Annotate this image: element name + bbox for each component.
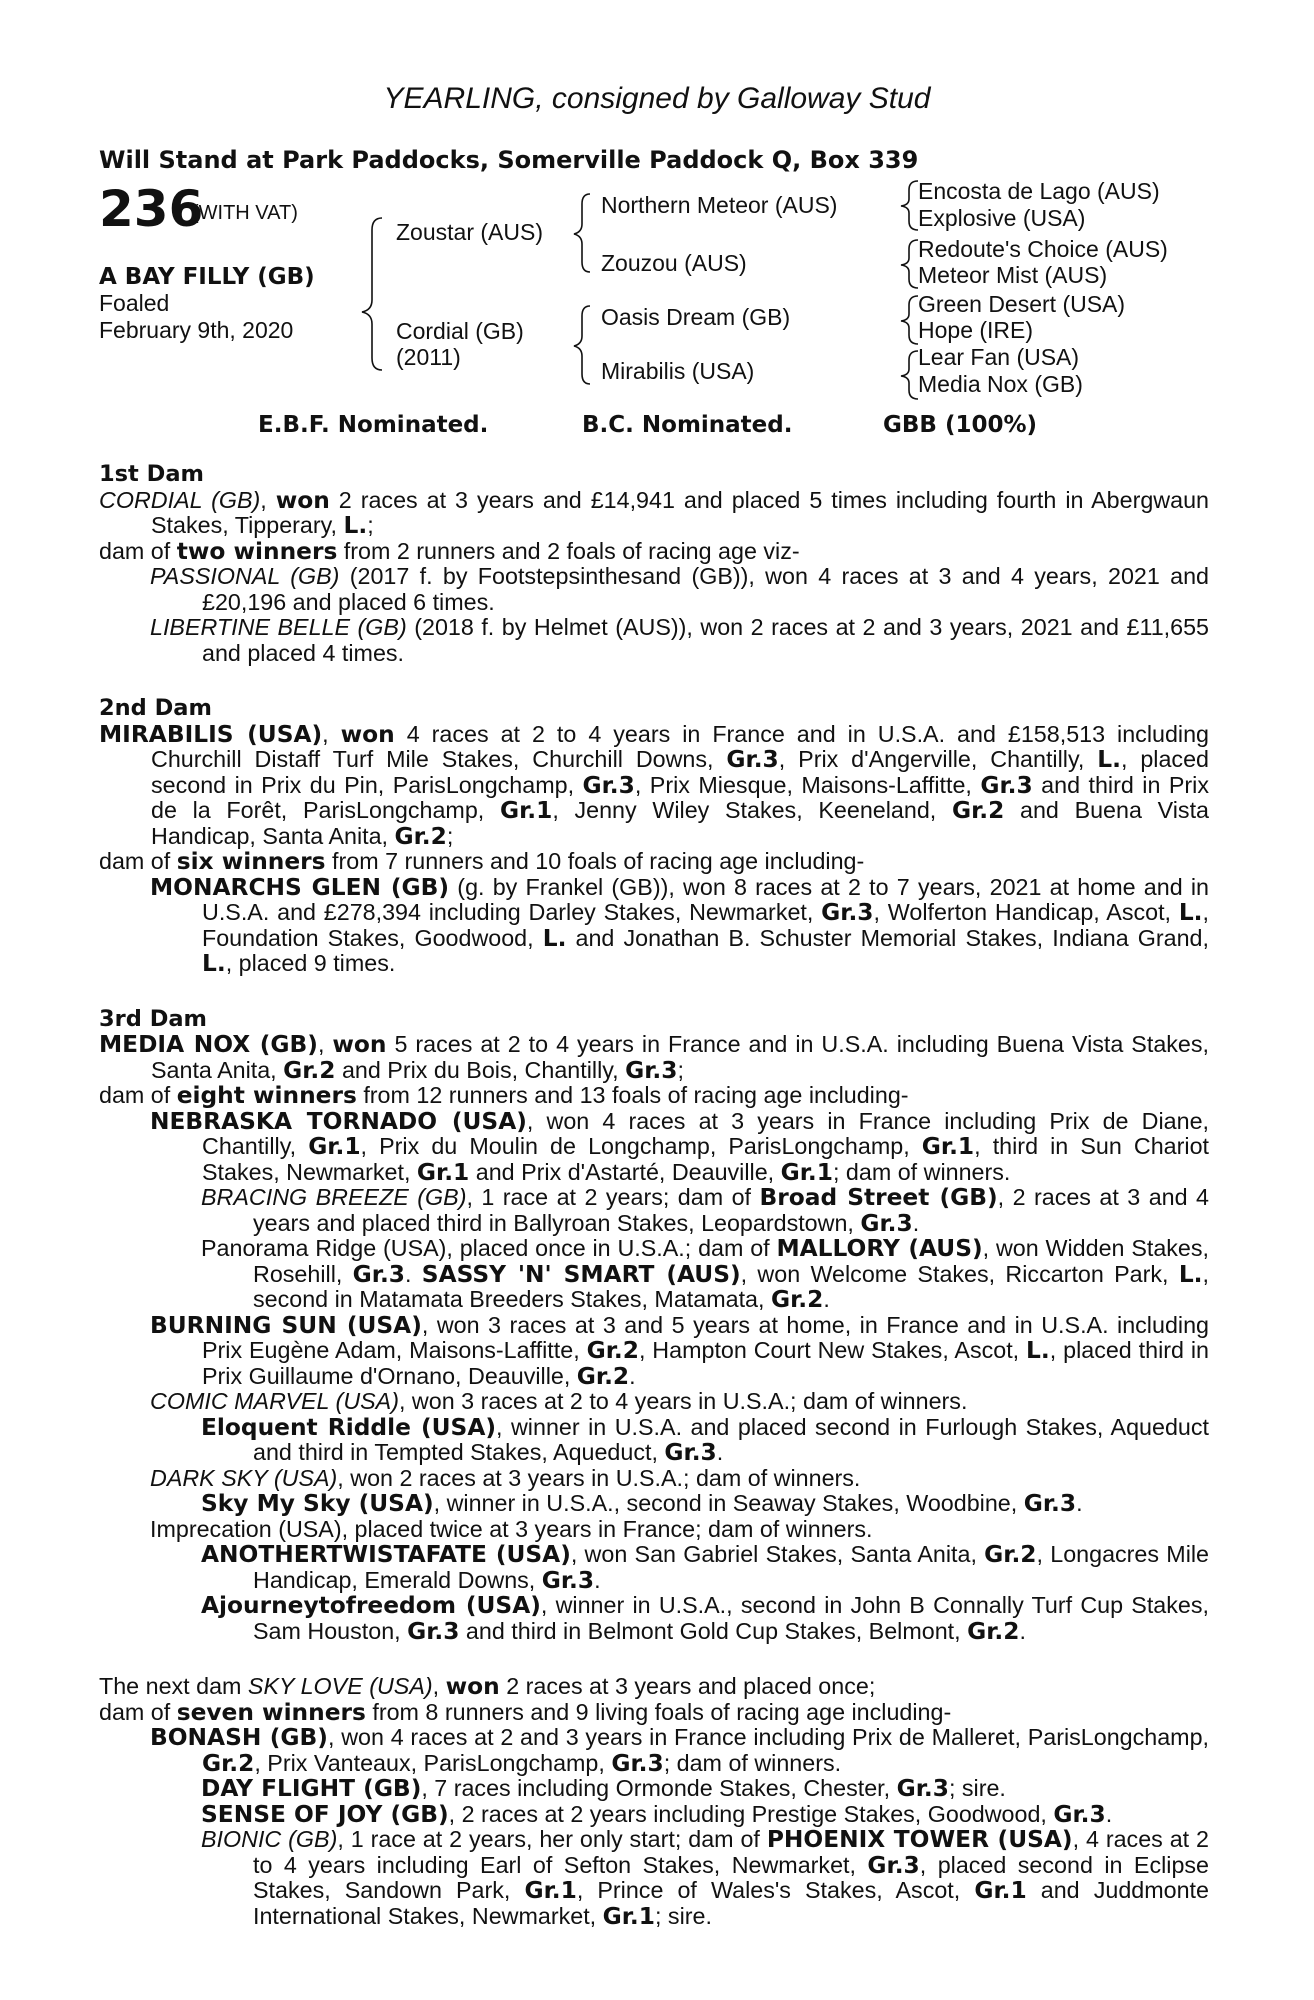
- text-run: ;: [367, 512, 374, 538]
- text-run: , 4 races at 2 to 4 years including Earl of Sefton Stakes, Newmarket,: [253, 1826, 1209, 1878]
- text-run: , won 2 races at 3 years in U.S.A.; dam of winners.: [337, 1464, 861, 1491]
- bold-text: Gr.2: [202, 1749, 255, 1777]
- text-run: Imprecation (USA), placed twice at 3 years in France; dam of winners.: [150, 1515, 873, 1542]
- bold-text: Gr.1: [416, 1158, 470, 1186]
- bold-text: Gr.2: [394, 822, 447, 850]
- text-run: 2 races at 3 years and £14,941 and placed 5 times including fourth in Abergwaun Stakes, Tipperary,: [151, 486, 1209, 538]
- text-run: , 1 race at 2 years; dam of: [466, 1184, 760, 1210]
- text-run: from 8 runners and 9 living foals of racing age including-: [365, 1698, 952, 1725]
- bold-text: seven winners: [176, 1698, 366, 1726]
- bold-text: L.: [542, 924, 567, 952]
- bold-text: Gr.2: [984, 1541, 1037, 1568]
- text-run: , placed second in Eclipse Stakes, Sandown Park,: [253, 1851, 1210, 1903]
- text-run: .: [629, 1362, 636, 1389]
- text-run: , Hampton Court New Stakes, Ascot,: [638, 1337, 1027, 1363]
- pedigree-entry: [99, 1109, 1209, 1186]
- bold-text: Gr.1: [602, 1902, 655, 1930]
- pedigree-entry: [99, 1185, 1209, 1236]
- pedigree-entry: [99, 1236, 1209, 1313]
- italic-text: SKY LOVE (USA): [247, 1673, 433, 1699]
- pedigree-entry: [99, 1776, 1209, 1802]
- bold-text: BURNING SUN (USA): [150, 1311, 422, 1339]
- italic-text: CORDIAL (GB): [99, 486, 261, 513]
- dam-section: [99, 1007, 1209, 1645]
- text-run: , won San Gabriel Stakes, Santa Anita,: [570, 1541, 985, 1567]
- bold-text: L.: [1097, 746, 1121, 773]
- text-run: dam of: [99, 1698, 177, 1725]
- bold-text: Gr.1: [308, 1133, 361, 1160]
- text-run: , Prix d'Angerville, Chantilly,: [778, 746, 1098, 772]
- text-run: .: [1105, 1800, 1113, 1827]
- italic-text: PASSIONAL (GB): [150, 563, 340, 589]
- text-run: ,: [317, 1031, 333, 1057]
- bold-text: Gr.2: [586, 1337, 639, 1364]
- bold-text: six winners: [176, 848, 326, 875]
- bold-text: ANOTHERTWISTAFATE (USA): [201, 1541, 571, 1568]
- bold-text: Gr.2: [967, 1617, 1020, 1645]
- text-run: ;: [677, 1056, 684, 1083]
- bc-nomination: B.C. Nominated.: [582, 412, 793, 438]
- text-run: from 7 runners and 10 foals of racing age including-: [325, 848, 865, 874]
- pedigree-dam-dam: Mirabilis (USA): [601, 358, 755, 384]
- text-run: , 2 races at 2 years including Prestige Stakes, Goodwood,: [448, 1800, 1054, 1827]
- pedigree-entry: [99, 1491, 1209, 1517]
- text-run: , Jenny Wiley Stakes, Keeneland,: [552, 797, 952, 823]
- page-title: YEARLING, consigned by Galloway Stud: [383, 82, 931, 115]
- bold-text: Gr.3: [611, 1749, 664, 1777]
- section-heading: 1st Dam: [99, 461, 204, 487]
- text-run: .: [594, 1566, 601, 1593]
- text-run: , won 3 races at 3 and 5 years at home, in France and in U.S.A. including Prix Eugène Adam, Maisons-Laffitte,: [202, 1311, 1209, 1363]
- text-run: The next dam: [99, 1673, 248, 1699]
- lot-description: A BAY FILLY (GB): [99, 264, 315, 290]
- text-run: , winner in U.S.A. and placed second in Furlough Stakes, Aqueduct and third in Tempted Stakes, Aqueduct,: [253, 1413, 1210, 1465]
- pedigree-entry: [99, 1593, 1209, 1644]
- text-run: dam of: [99, 848, 177, 874]
- bold-text: PHOENIX TOWER (USA): [766, 1826, 1073, 1853]
- pedigree-g3-3: Redoute's Choice (AUS): [918, 236, 1168, 262]
- bold-text: Gr.3: [867, 1851, 920, 1879]
- bold-text: Gr.3: [625, 1056, 678, 1084]
- pedigree-g3-2: Explosive (USA): [918, 205, 1086, 231]
- bold-text: Gr.3: [860, 1209, 913, 1237]
- bold-text: won: [340, 720, 395, 748]
- pedigree-entry: [99, 849, 1209, 875]
- text-run: (g. by Frankel (GB)), won 8 races at 2 to 7 years, 2021 at home and in U.S.A. and £278,394 including Darley Stakes, Newmarket,: [202, 873, 1210, 925]
- bold-text: Gr.2: [576, 1362, 630, 1390]
- italic-text: BRACING BREEZE (GB): [201, 1184, 467, 1210]
- text-run: dam of: [99, 1082, 177, 1108]
- text-run: and Juddmonte International Stakes, Newmarket,: [253, 1877, 1209, 1929]
- bold-text: Gr.3: [352, 1260, 406, 1288]
- bold-text: Broad Street (GB): [759, 1184, 998, 1211]
- bold-text: NEBRASKA TORNADO (USA): [150, 1107, 527, 1135]
- pedigree-entry: [99, 1517, 1209, 1543]
- pedigree-g3-1: Encosta de Lago (AUS): [918, 178, 1160, 204]
- text-run: 4 races at 2 to 4 years in France and in U.S.A. and £158,513 including Churchill Distaff Turf Mile Stakes, Churchill Downs,: [151, 720, 1209, 772]
- text-run: .: [1076, 1490, 1083, 1516]
- bold-text: Gr.3: [582, 771, 635, 799]
- text-run: , third in Sun Chariot Stakes, Newmarket,: [202, 1133, 1209, 1185]
- dam-section: [99, 462, 1209, 666]
- italic-text: LIBERTINE BELLE (GB): [150, 614, 407, 640]
- pedigree-g3-7: Lear Fan (USA): [918, 344, 1080, 370]
- pedigree-entry: [99, 1827, 1209, 1929]
- text-run: , won Widden Stakes, Rosehill,: [253, 1235, 1210, 1287]
- text-run: , 2 races at 3 and 4 years and placed third in Ballyroan Stakes, Leopardstown,: [253, 1184, 1210, 1236]
- pedigree-entry: [99, 1542, 1209, 1593]
- bold-text: Gr.2: [770, 1286, 824, 1313]
- text-run: , Foundation Stakes, Goodwood,: [202, 899, 1209, 951]
- bold-text: eight winners: [176, 1082, 357, 1109]
- pedigree-g3-6: Hope (IRE): [918, 317, 1034, 343]
- text-run: , Prince of Wales's Stakes, Ascot,: [576, 1877, 975, 1903]
- text-run: .: [405, 1260, 422, 1287]
- section-heading: 2nd Dam: [99, 695, 212, 721]
- pedigree-entry: [99, 564, 1209, 615]
- text-run: , won Welcome Stakes, Riccarton Park,: [740, 1260, 1179, 1287]
- pedigree-entry: [99, 1032, 1209, 1083]
- italic-text: DARK SKY (USA): [150, 1464, 338, 1491]
- text-run: and third in Belmont Gold Cup Stakes, Belmont,: [459, 1617, 968, 1644]
- text-run: Panorama Ridge (USA), placed once in U.S.A.; dam of: [201, 1235, 777, 1261]
- text-run: ; sire.: [654, 1902, 712, 1929]
- bold-text: Gr.1: [921, 1133, 975, 1160]
- text-run: , placed third in Prix Guillaume d'Ornano, Deauville,: [202, 1337, 1210, 1389]
- section-heading: 3rd Dam: [99, 1005, 207, 1032]
- text-run: ; dam of winners.: [663, 1749, 842, 1776]
- pedigree-g3-8: Media Nox (GB): [918, 371, 1083, 397]
- bold-text: L.: [343, 512, 368, 539]
- text-run: , winner in U.S.A., second in John B Connally Turf Cup Stakes, Sam Houston,: [253, 1592, 1209, 1644]
- bold-text: SASSY 'N' SMART (AUS): [421, 1260, 741, 1288]
- pedigree-entry: [99, 1674, 1209, 1700]
- text-run: ,: [322, 720, 341, 747]
- foaled-label: Foaled: [99, 290, 170, 316]
- bold-text: Gr.2: [283, 1056, 336, 1084]
- text-run: ; sire.: [948, 1775, 1006, 1801]
- pedigree-entry: [99, 615, 1209, 666]
- text-run: .: [716, 1439, 724, 1465]
- pedigree-entry: [99, 539, 1209, 565]
- italic-text: BIONIC (GB): [201, 1826, 338, 1852]
- text-run: , second in Matamata Breeders Stakes, Matamata,: [253, 1260, 1209, 1312]
- bold-text: L.: [1178, 899, 1203, 926]
- text-run: and Jonathan B. Schuster Memorial Stakes, Indiana Grand,: [566, 924, 1209, 951]
- pedigree-entry: [99, 1313, 1209, 1390]
- bold-text: Sky My Sky (USA): [201, 1490, 434, 1517]
- bold-text: Gr.3: [1023, 1490, 1077, 1517]
- pedigree-dam-year: (2011): [396, 344, 461, 370]
- text-run: dam of: [99, 537, 177, 564]
- lot-number: 236: [99, 180, 204, 238]
- italic-text: COMIC MARVEL (USA): [150, 1388, 399, 1414]
- pedigree-dam-sire: Oasis Dream (GB): [601, 304, 791, 330]
- pedigree-entry: [99, 1725, 1209, 1776]
- pedigree-entry: [99, 875, 1209, 977]
- bold-text: BONASH (GB): [150, 1724, 328, 1751]
- pedigree-entry: [99, 1466, 1209, 1492]
- bold-text: Gr.3: [541, 1566, 595, 1594]
- text-run: and Buena Vista Handicap, Santa Anita,: [151, 797, 1209, 849]
- bold-text: won: [445, 1673, 500, 1700]
- text-run: and third in Prix de la Forêt, ParisLongchamp,: [151, 771, 1209, 823]
- text-run: , Prix du Moulin de Longchamp, ParisLongchamp,: [360, 1133, 922, 1159]
- bold-text: two winners: [176, 537, 338, 565]
- text-run: , winner in U.S.A., second in Seaway Stakes, Woodbine,: [433, 1490, 1024, 1516]
- text-run: , Longacres Mile Handicap, Emerald Downs,: [253, 1541, 1209, 1593]
- pedigree-dam: Cordial (GB): [396, 318, 524, 344]
- pedigree-sire-dam: Zouzou (AUS): [601, 250, 747, 276]
- text-run: and Prix du Bois, Chantilly,: [335, 1056, 626, 1083]
- pedigree-notes: [99, 462, 1209, 1929]
- text-run: (2017 f. by Footstepsinthesand (GB)), won 4 races at 3 and 4 years, 2021 and £20,196 and placed 6 times.: [202, 563, 1209, 615]
- pedigree-entry: [99, 488, 1209, 539]
- text-run: 2 races at 3 years and placed once;: [499, 1673, 876, 1699]
- text-run: .: [1019, 1617, 1026, 1644]
- stand-location: Will Stand at Park Paddocks, Somerville Paddock Q, Box 339: [99, 146, 919, 174]
- dam-section: [99, 696, 1209, 977]
- pedigree-entry: [99, 1802, 1209, 1828]
- bold-text: Gr.1: [499, 797, 553, 824]
- bold-text: Eloquent Riddle (USA): [201, 1413, 497, 1441]
- bold-text: Gr.3: [726, 746, 779, 773]
- bold-text: L.: [1178, 1260, 1203, 1288]
- text-run: , placed second in Prix du Pin, ParisLongchamp,: [151, 746, 1209, 798]
- bold-text: MONARCHS GLEN (GB): [150, 873, 450, 901]
- bold-text: Gr.3: [896, 1775, 949, 1802]
- pedigree-sire: Zoustar (AUS): [396, 219, 543, 245]
- text-run: .: [912, 1209, 920, 1236]
- bold-text: DAY FLIGHT (GB): [201, 1775, 422, 1802]
- text-run: from 2 runners and 2 foals of racing age viz-: [337, 537, 800, 564]
- text-run: , won 4 races at 2 and 3 years in France including Prix de Malleret, ParisLongchamp,: [327, 1724, 1210, 1750]
- bold-text: won: [275, 486, 330, 514]
- text-run: , won 3 races at 2 to 4 years in U.S.A.; dam of winners.: [398, 1388, 968, 1414]
- bold-text: Gr.3: [1053, 1800, 1106, 1828]
- foaled-date: February 9th, 2020: [99, 317, 294, 343]
- text-run: .: [823, 1286, 830, 1312]
- text-run: , Wolferton Handicap, Ascot,: [873, 899, 1179, 925]
- bold-text: Gr.3: [980, 771, 1033, 799]
- text-run: , placed 9 times.: [225, 950, 396, 976]
- text-run: , Prix Vanteaux, ParisLongchamp,: [254, 1749, 612, 1776]
- pedigree-entry: [99, 1700, 1209, 1726]
- bold-text: Gr.3: [664, 1439, 717, 1466]
- pedigree-entry: [99, 722, 1209, 850]
- text-run: ; dam of winners.: [832, 1158, 1011, 1185]
- bold-text: Gr.2: [951, 797, 1005, 824]
- pedigree-entry: [99, 1415, 1209, 1466]
- text-run: 5 races at 2 to 4 years in France and in U.S.A. including Buena Vista Stakes, Santa Anita,: [151, 1031, 1210, 1083]
- bold-text: SENSE OF JOY (GB): [201, 1800, 449, 1828]
- text-run: ,: [432, 1673, 446, 1699]
- bold-text: Ajourneytofreedom (USA): [201, 1592, 541, 1619]
- text-run: ;: [446, 822, 454, 849]
- bold-text: Gr.3: [821, 899, 874, 926]
- pedigree-g3-5: Green Desert (USA): [918, 291, 1126, 317]
- text-run: , won 4 races at 3 years in France including Prix de Diane, Chantilly,: [202, 1107, 1209, 1159]
- text-run: , 7 races including Ormonde Stakes, Chester,: [421, 1775, 897, 1801]
- bold-text: L.: [1026, 1337, 1050, 1364]
- bold-text: won: [332, 1031, 387, 1058]
- dam-section: [99, 1674, 1209, 1929]
- pedigree-entry: [99, 1389, 1209, 1415]
- gbb-status: GBB (100%): [883, 412, 1038, 438]
- text-run: and Prix d'Astarté, Deauville,: [469, 1158, 781, 1185]
- text-run: , 1 race at 2 years, her only start; dam of: [337, 1826, 767, 1852]
- text-run: ,: [260, 486, 276, 513]
- pedigree-entry: [99, 1083, 1209, 1109]
- bold-text: MEDIA NOX (GB): [99, 1031, 318, 1058]
- text-run: from 12 runners and 13 foals of racing age including-: [356, 1082, 909, 1108]
- bold-text: MIRABILIS (USA): [99, 720, 323, 748]
- text-run: (2018 f. by Helmet (AUS)), won 2 races at 2 and 3 years, 2021 and £11,655 and placed 4 times.: [202, 614, 1209, 666]
- pedigree-g3-4: Meteor Mist (AUS): [918, 262, 1108, 288]
- bold-text: Gr.1: [780, 1158, 833, 1186]
- pedigree-sire-sire: Northern Meteor (AUS): [601, 192, 838, 218]
- vat-note: (WITH VAT): [192, 202, 298, 224]
- bold-text: L.: [202, 950, 226, 977]
- ebf-nomination: E.B.F. Nominated.: [258, 412, 489, 438]
- bold-text: Gr.1: [974, 1877, 1027, 1904]
- text-run: , Prix Miesque, Maisons-Laffitte,: [634, 771, 981, 798]
- bold-text: Gr.3: [407, 1617, 460, 1645]
- bold-text: Gr.1: [524, 1877, 577, 1904]
- bold-text: MALLORY (AUS): [776, 1235, 983, 1262]
